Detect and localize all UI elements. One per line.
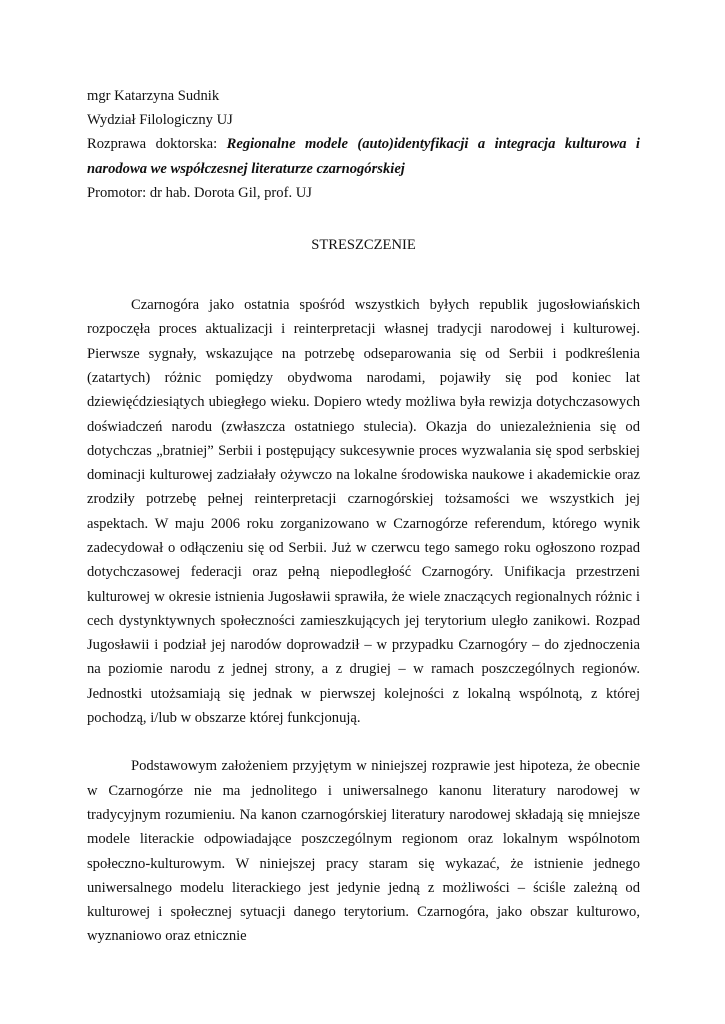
faculty-line: Wydział Filologiczny UJ bbox=[87, 112, 233, 129]
document-page bbox=[87, 84, 640, 949]
section-title: STRESZCZENIE bbox=[311, 237, 416, 254]
paragraph-1: Czarnogóra jako ostatnia spośród wszystkich byłych republik jugosłowiańskich rozpoczęła proces aktualizacji i reinterpretacji własnej tradycji narodowej i kulturowej. Pierwsze sygnały, wskazujące na potrzebę odseparowania się od Serbii i podkreślenia (zatartych) różnic pomiędzy obydwoma narodami, pojawiły się pod koniec lat dziewięćdziesiątych ubiegłego wieku. Dopiero wtedy możliwa była rewizja dotychczasowych doświadczeń narodu (zwłaszcza ostatniego stulecia). Okazja do uniezależnienia się od dotychczas „bratniej” Serbii i postępujący sukcesywnie proces wyzwalania się spod serbskiej dominacji kulturowej zadziałały ożywczo na lokalne środowiska naukowe i akademickie oraz zrodziły potrzebę pełnej reinterpretacji czarnogórskiej tożsamości we wszystkich jej aspektach. W maju 2006 roku zorganizowano w Czarnogórze referendum, którego wynik zadecydował o odłączeniu się od Serbii. Już w czerwcu tego samego roku ogłoszono rozpad dotychczasowej federacji oraz pełną niepodległość Czarnogóry. Unifikacja przestrzeni kulturowej w okresie istnienia Jugosławii sprawiła, że wiele znaczących regionalnych różnic i cech dystynktywnych społeczności zamieszkujących jej terytorium uległo zanikowi. Rozpad Jugosławii i podział jej narodów doprowadził – w przypadku Czarnogóry – do zjednoczenia na poziomie narodu z jednej strony, a z drugiej – w ramach poszczególnych regionów. Jednostki utożsamiają się jednak w pierwszej kolejności z lokalną wspólnotą, z której pochodzą, i/lub w obszarze której funkcjonują. bbox=[87, 297, 640, 727]
thesis-title: Regionalne modele (auto)identyfikacji a integracja kulturowa i narodowa we współczesnej literaturze czarnogórskiej bbox=[87, 136, 640, 177]
paragraph-2: Podstawowym założeniem przyjętym w niniejszej rozprawie jest hipoteza, że obecnie w Czarnogórze nie ma jednolitego i uniwersalnego kanonu literatury narodowej w tradycyjnym rozumieniu. Na kanon czarnogórskiej literatury narodowej składają się mniejsze modele literackie odpowiadające poszczególnym regionom oraz lokalnym wspólnotom społeczno-kulturowym. W niniejszej pracy staram się wykazać, że istnienie jednego uniwersalnego modelu literackiego jest jedynie jedną z możliwości – ściśle zależną od kulturowej i społecznej sytuacji danego terytorium. Czarnogóra, jako obszar kulturowo, wyznaniowo oraz etnicznie bbox=[87, 758, 640, 945]
thesis-line bbox=[87, 132, 640, 180]
thesis-prefix: Rozprawa doktorska: bbox=[87, 136, 227, 153]
supervisor-line: Promotor: dr hab. Dorota Gil, prof. UJ bbox=[87, 184, 312, 201]
author-line: mgr Katarzyna Sudnik bbox=[87, 88, 220, 104]
